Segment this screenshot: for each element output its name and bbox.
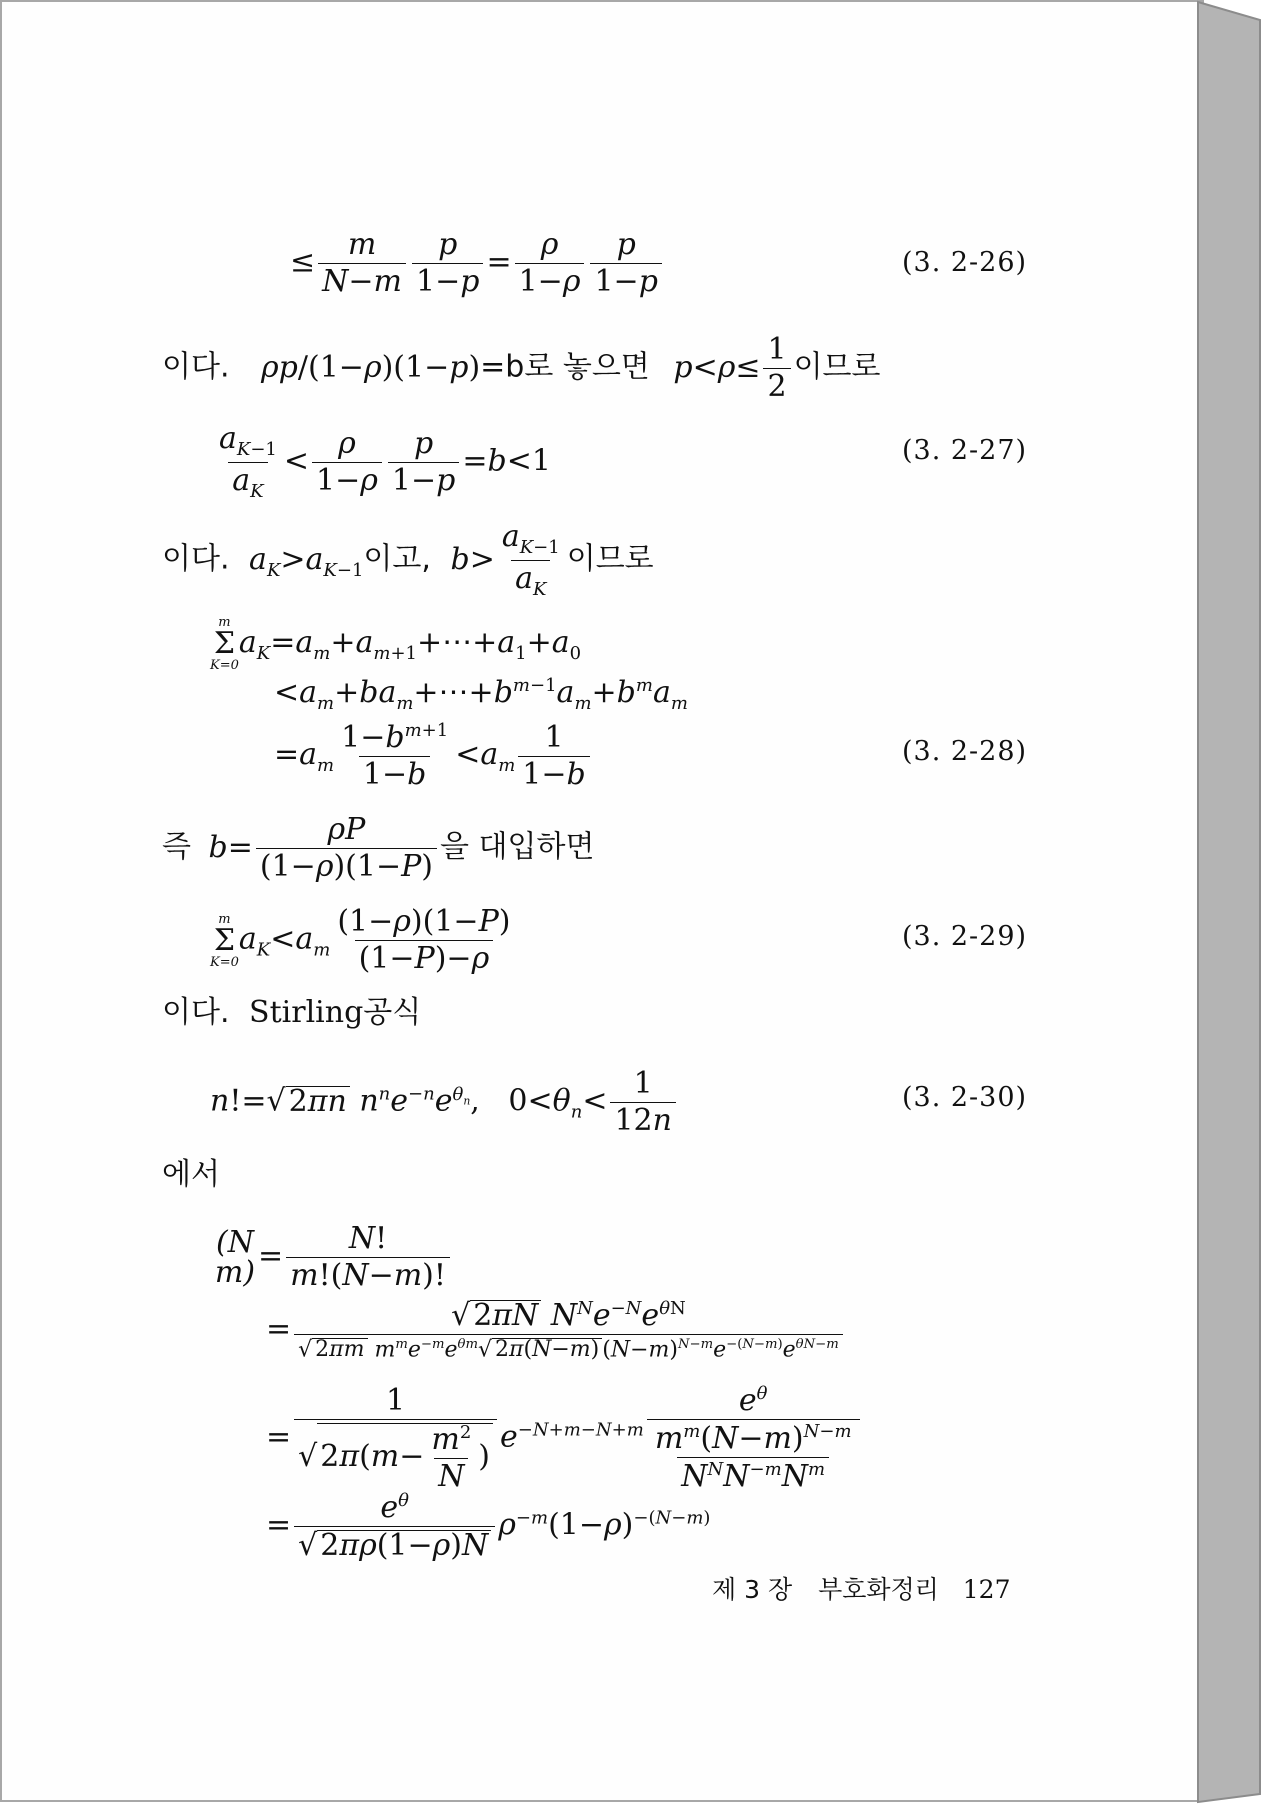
binomial-line-2: = $\frac{√ 2\pi N N^Ne^{-N}e^{\theta N}}{√ 2\pi m m^me^{-m}e^{\theta m}√ 2\pi(N-m) (N-m)^{N-m}e^{-(N-m)}e^{\theta N-m}}$ <box>266 1300 846 1361</box>
equation-3-2-28-line-2: $<a_m+ba_m+\cdots+b^{m-1}a_m+b^ma_m$ <box>274 675 688 714</box>
binomial-line-4: = $\frac{e^\theta}{√ 2\pi\rho(1-\rho)N}$ $\rho^{-m}(1-\rho)^{-(N-m)}$ <box>266 1490 711 1563</box>
text-fragment: 즉 <box>162 829 191 865</box>
equation-number: (3. 2-26) <box>902 247 1028 278</box>
equation-3-2-29: m Σ K=0 $a_K<a_m$ $\frac{(1-\rho)(1-P)}{(1-P)-\rho}$ <box>210 904 511 976</box>
text-line: 이다. $a_K>a_{K-1}$이고, b> $\frac{a_{K-1}}{a_K}$ 이므로 <box>162 519 654 600</box>
text-fragment: Stirling공식 <box>249 995 422 1030</box>
equation-number: (3. 2-30) <box>902 1082 1028 1113</box>
page-footer <box>712 1577 1011 1602</box>
page-number: 127 <box>962 1575 1011 1604</box>
equation-3-2-30: n!=√ 2πn $n^ne^{-n}e^{\theta_n}$, $0<\theta_n<$ $\frac{1}{12n}$ <box>210 1069 679 1136</box>
binomial-line-1: (N m) = $\frac{N!}{m!(N-m)!}$ <box>212 1224 453 1291</box>
text-line: 에서 <box>162 1157 220 1192</box>
text-line: 즉 b= $\frac{\rho P}{(1-\rho)(1-P)}$ 을 대입하면 <box>162 812 595 884</box>
equation-3-2-28-line-1: m Σ K=0 $a_K=a_m+a_{m+1}+\cdots+a_1+a_0$ <box>210 615 582 673</box>
binomial-line-3: = 1 √ 2π(m− $\frac{m^2}{N}$ ) $e^{-N+m-N+m}$ $\frac{e^\theta}{\frac{m^m(N-m)^{N-m}}{N^NN^{-m}N^m}}$ <box>266 1385 863 1492</box>
equation-3-2-27: $\frac{a_{K-1}}{a_K}$ < $\frac{\rho}{1-\rho}$ $\frac{p}{1-p}$ =b<1 <box>219 421 551 502</box>
text-fragment: =b로 놓으면 <box>480 349 650 385</box>
text-fragment: 이다. <box>162 995 230 1030</box>
footer-title: 부호화정리 <box>818 1575 939 1604</box>
book-edge <box>1196 0 1269 1806</box>
text-fragment: 이므로 <box>566 541 654 577</box>
text-line <box>162 995 422 1030</box>
equation-number: (3. 2-27) <box>902 435 1028 466</box>
equation-3-2-28-line-3: $=a_m$ $\frac{1-b^{m+1}}{1-b}$ $<a_m$ $\frac{1}{1-b}$ <box>274 722 593 790</box>
text-fragment: 이다. <box>162 349 230 385</box>
text-fragment: 을 대입하면 <box>440 829 595 865</box>
equation-3-2-26: ≤ $\frac{m}{N-m}$ $\frac{p}{1-p}$ = $\frac{\rho}{1-\rho}$ $\frac{p}{1-p}$ <box>290 230 665 297</box>
equation-number: (3. 2-28) <box>902 736 1028 767</box>
text-fragment: 이므로 <box>793 349 881 385</box>
text-fragment: 이고, <box>363 541 431 577</box>
footer-chapter: 제 3 장 <box>712 1575 793 1604</box>
text-line: 이다. ρp/(1−ρ)(1−p)=b로 놓으면 p<ρ≤ $\frac{1}{2}$ 이므로 <box>162 332 881 404</box>
text-fragment: 이다. <box>162 541 230 577</box>
equation-number: (3. 2-29) <box>902 921 1028 952</box>
